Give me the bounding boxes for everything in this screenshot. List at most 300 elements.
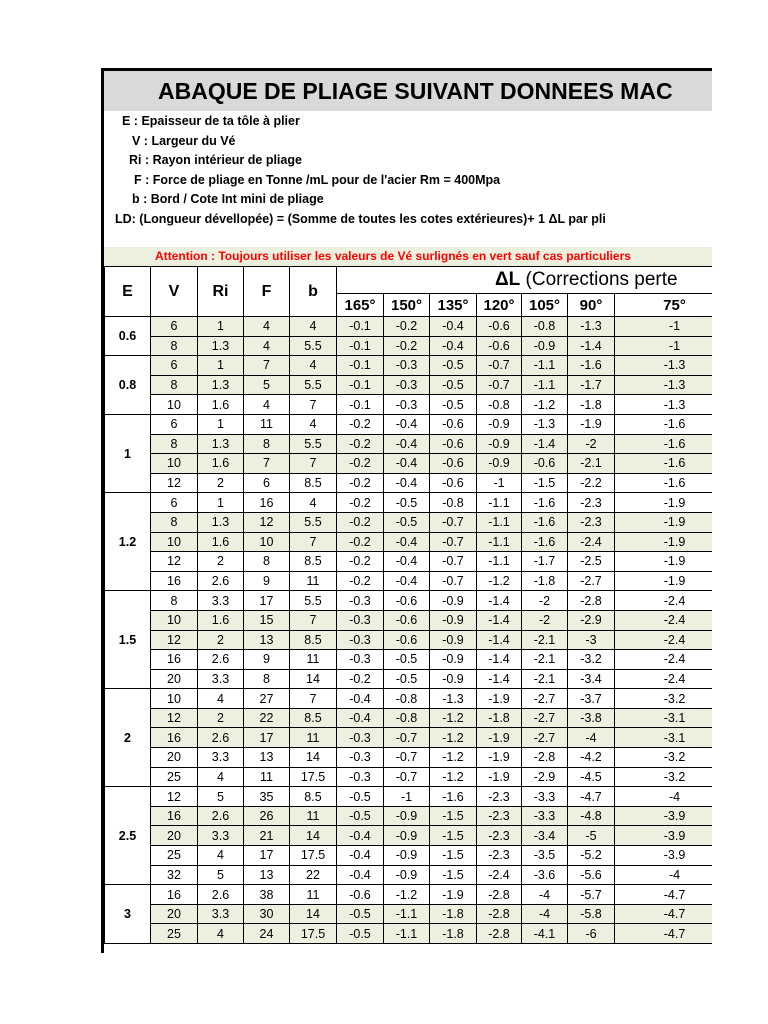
delta-l-cell: -0.9: [430, 669, 477, 689]
bending-table: [104, 266, 712, 944]
delta-l-cell: -0.5: [430, 395, 477, 415]
delta-l-cell: -1.9: [568, 414, 615, 434]
delta-l-cell: -0.3: [337, 630, 384, 650]
delta-l-cell: -3.9: [615, 806, 713, 826]
f-cell: 9: [244, 650, 290, 670]
v-cell: 8: [151, 512, 198, 532]
f-cell: 4: [244, 395, 290, 415]
ri-cell: 1.3: [198, 434, 244, 454]
table-row: [105, 317, 713, 337]
b-cell: 5.5: [290, 375, 337, 395]
v-cell: 6: [151, 414, 198, 434]
ri-cell: 3.3: [198, 904, 244, 924]
table-row: [105, 473, 713, 493]
table-row: [105, 532, 713, 552]
ri-cell: 2: [198, 552, 244, 572]
v-cell: 25: [151, 924, 198, 944]
delta-l-cell: -0.4: [337, 846, 384, 866]
delta-l-cell: -2: [568, 434, 615, 454]
delta-l-cell: -0.9: [384, 806, 430, 826]
b-cell: 5.5: [290, 336, 337, 356]
delta-l-cell: -3.1: [615, 728, 713, 748]
delta-l-cell: -0.5: [384, 669, 430, 689]
delta-l-cell: -0.5: [337, 787, 384, 807]
delta-l-cell: -1.4: [477, 591, 522, 611]
delta-l-cell: -5: [568, 826, 615, 846]
delta-l-cell: -0.7: [430, 552, 477, 572]
delta-l-cell: -1.9: [477, 748, 522, 768]
delta-l-cell: -1.8: [522, 571, 568, 591]
delta-l-cell: -1.1: [477, 512, 522, 532]
delta-l-cell: -1.6: [568, 356, 615, 376]
delta-l-cell: -0.8: [477, 395, 522, 415]
col-header-ri: Ri: [198, 267, 244, 317]
delta-l-cell: -0.8: [522, 317, 568, 337]
delta-l-cell: -1.5: [430, 865, 477, 885]
delta-l-cell: -1.7: [568, 375, 615, 395]
delta-l-cell: -1.1: [477, 552, 522, 572]
b-cell: 4: [290, 317, 337, 337]
table-row: [105, 454, 713, 474]
delta-l-cell: -3.4: [568, 669, 615, 689]
b-cell: 14: [290, 826, 337, 846]
delta-l-cell: -1.9: [615, 532, 713, 552]
delta-l-cell: -0.2: [384, 317, 430, 337]
delta-l-cell: -2.7: [522, 728, 568, 748]
delta-l-cell: -2.7: [568, 571, 615, 591]
delta-l-cell: -1.4: [477, 669, 522, 689]
delta-l-cell: -0.7: [430, 571, 477, 591]
angle-header: 135°: [430, 294, 477, 317]
b-cell: 17.5: [290, 767, 337, 787]
delta-l-cell: -0.3: [384, 356, 430, 376]
delta-l-cell: -1.4: [568, 336, 615, 356]
delta-l-cell: -0.6: [477, 317, 522, 337]
v-cell: 20: [151, 669, 198, 689]
delta-l-cell: -0.2: [337, 493, 384, 513]
f-cell: 7: [244, 454, 290, 474]
delta-l-cell: -4: [522, 885, 568, 905]
v-cell: 16: [151, 885, 198, 905]
delta-l-cell: -0.7: [477, 356, 522, 376]
delta-l-cell: -1.6: [430, 787, 477, 807]
delta-l-cell: -1.9: [615, 512, 713, 532]
delta-l-cell: -1.9: [477, 728, 522, 748]
delta-l-cell: -0.2: [337, 454, 384, 474]
b-cell: 11: [290, 650, 337, 670]
table-row: [105, 395, 713, 415]
delta-l-cell: -0.5: [384, 650, 430, 670]
table-row: [105, 356, 713, 376]
delta-l-cell: -1.8: [430, 924, 477, 944]
delta-l-cell: -1.1: [477, 532, 522, 552]
ri-cell: 2: [198, 630, 244, 650]
ri-cell: 1: [198, 414, 244, 434]
delta-l-cell: -0.2: [384, 336, 430, 356]
delta-l-cell: -2.4: [477, 865, 522, 885]
delta-l-cell: -1.4: [477, 610, 522, 630]
b-cell: 14: [290, 669, 337, 689]
ri-cell: 3.3: [198, 669, 244, 689]
delta-l-cell: -1.5: [430, 806, 477, 826]
delta-l-cell: -1.6: [615, 434, 713, 454]
legend-b: b : Bord / Cote Int mini de pliage: [132, 192, 324, 206]
delta-l-cell: -4.7: [615, 885, 713, 905]
v-cell: 8: [151, 591, 198, 611]
legend-f: F : Force de pliage en Tonne /mL pour de l'acier Rm = 400Mpa: [134, 173, 501, 187]
delta-l-cell: -2.3: [477, 787, 522, 807]
b-cell: 11: [290, 728, 337, 748]
delta-l-cell: -2: [522, 610, 568, 630]
delta-l-cell: -0.4: [384, 552, 430, 572]
legend-ri: Ri : Rayon intérieur de pliage: [129, 153, 302, 167]
delta-l-cell: -0.4: [384, 414, 430, 434]
v-cell: 6: [151, 356, 198, 376]
delta-l-cell: -0.6: [430, 434, 477, 454]
delta-l-cell: -0.7: [384, 728, 430, 748]
b-cell: 7: [290, 610, 337, 630]
b-cell: 8.5: [290, 708, 337, 728]
v-cell: 16: [151, 806, 198, 826]
table-row: [105, 846, 713, 866]
table-row: [105, 493, 713, 513]
b-cell: 5.5: [290, 591, 337, 611]
v-cell: 10: [151, 454, 198, 474]
v-cell: 10: [151, 689, 198, 709]
table-row: [105, 336, 713, 356]
delta-l-cell: -3.4: [522, 826, 568, 846]
delta-l-cell: -2.5: [568, 552, 615, 572]
ri-cell: 4: [198, 689, 244, 709]
delta-l-cell: -4.2: [568, 748, 615, 768]
delta-l-cell: -0.4: [337, 708, 384, 728]
delta-l-cell: -2.2: [568, 473, 615, 493]
delta-l-cell: -1.3: [568, 317, 615, 337]
delta-l-cell: -0.2: [337, 414, 384, 434]
delta-l-cell: -2.4: [615, 610, 713, 630]
ri-cell: 2.6: [198, 650, 244, 670]
f-cell: 17: [244, 591, 290, 611]
angle-header: 90°: [568, 294, 615, 317]
v-cell: 32: [151, 865, 198, 885]
table-row: [105, 904, 713, 924]
delta-l-cell: -1.1: [522, 375, 568, 395]
v-cell: 8: [151, 375, 198, 395]
delta-l-cell: -2.8: [477, 885, 522, 905]
delta-l-cell: -1.1: [384, 904, 430, 924]
delta-l-cell: -0.9: [430, 630, 477, 650]
ri-cell: 5: [198, 787, 244, 807]
delta-l-cell: -5.8: [568, 904, 615, 924]
delta-l-cell: -0.8: [384, 708, 430, 728]
delta-l-cell: -1.2: [522, 395, 568, 415]
delta-l-cell: -0.5: [384, 512, 430, 532]
delta-l-cell: -2.4: [615, 630, 713, 650]
b-cell: 8.5: [290, 630, 337, 650]
v-cell: 10: [151, 395, 198, 415]
col-header-f: F: [244, 267, 290, 317]
table-row: [105, 375, 713, 395]
v-cell: 8: [151, 434, 198, 454]
b-cell: 4: [290, 356, 337, 376]
v-cell: 6: [151, 493, 198, 513]
delta-l-cell: -0.3: [337, 610, 384, 630]
delta-l-cell: -0.8: [430, 493, 477, 513]
delta-l-cell: -2: [522, 591, 568, 611]
ri-cell: 2: [198, 708, 244, 728]
delta-l-cell: -1.9: [615, 552, 713, 572]
delta-l-cell: -1.1: [384, 924, 430, 944]
delta-l-cell: -1.8: [568, 395, 615, 415]
delta-l-cell: -0.1: [337, 395, 384, 415]
delta-l-cell: -0.2: [337, 532, 384, 552]
v-cell: 6: [151, 317, 198, 337]
delta-l-cell: -0.8: [384, 689, 430, 709]
ri-cell: 3.3: [198, 826, 244, 846]
table-row: [105, 767, 713, 787]
delta-l-cell: -3.5: [522, 846, 568, 866]
thickness-cell: 0.8: [105, 356, 151, 415]
delta-l-cell: -2.8: [522, 748, 568, 768]
legend-ld: LD: (Longueur dévellopée) = (Somme de toutes les cotes extérieures)+ 1 ΔL par pli: [115, 212, 606, 226]
ri-cell: 3.3: [198, 748, 244, 768]
delta-l-cell: -3.7: [568, 689, 615, 709]
f-cell: 21: [244, 826, 290, 846]
delta-l-cell: -1.6: [615, 473, 713, 493]
v-cell: 16: [151, 728, 198, 748]
delta-l-cell: -0.4: [430, 317, 477, 337]
thickness-cell: 2: [105, 689, 151, 787]
delta-l-cell: -5.2: [568, 846, 615, 866]
delta-l-cell: -0.6: [384, 591, 430, 611]
table-row: [105, 826, 713, 846]
delta-l-cell: -4: [568, 728, 615, 748]
delta-l-cell: -1.2: [430, 767, 477, 787]
delta-l-cell: -1.6: [522, 493, 568, 513]
delta-l-cell: -3.6: [522, 865, 568, 885]
b-cell: 11: [290, 806, 337, 826]
delta-l-cell: -1.9: [615, 493, 713, 513]
delta-l-cell: -5.7: [568, 885, 615, 905]
thickness-cell: 1.2: [105, 493, 151, 591]
delta-l-text: (Corrections perte: [520, 269, 678, 290]
delta-l-symbol: ΔL: [495, 269, 521, 290]
f-cell: 13: [244, 630, 290, 650]
delta-l-cell: -1.2: [430, 748, 477, 768]
v-cell: 16: [151, 571, 198, 591]
delta-l-cell: -0.9: [384, 826, 430, 846]
delta-l-cell: -5.6: [568, 865, 615, 885]
thickness-cell: 0.6: [105, 317, 151, 356]
delta-l-cell: -4.7: [615, 904, 713, 924]
delta-l-cell: -0.9: [384, 865, 430, 885]
delta-l-cell: -0.6: [337, 885, 384, 905]
delta-l-cell: -2.8: [477, 924, 522, 944]
delta-l-cell: -3.2: [615, 748, 713, 768]
delta-l-cell: -1: [615, 317, 713, 337]
ri-cell: 4: [198, 767, 244, 787]
v-cell: 12: [151, 630, 198, 650]
delta-l-cell: -1.9: [615, 571, 713, 591]
delta-l-cell: -0.6: [522, 454, 568, 474]
delta-l-cell: -2.1: [522, 669, 568, 689]
f-cell: 22: [244, 708, 290, 728]
ri-cell: 1.6: [198, 532, 244, 552]
table-row: [105, 669, 713, 689]
delta-l-cell: -0.7: [384, 767, 430, 787]
delta-l-cell: -1: [615, 336, 713, 356]
v-cell: 16: [151, 650, 198, 670]
table-row: [105, 728, 713, 748]
b-cell: 7: [290, 454, 337, 474]
delta-l-cell: -0.2: [337, 669, 384, 689]
delta-l-cell: -0.7: [477, 375, 522, 395]
delta-l-cell: -0.4: [384, 473, 430, 493]
delta-l-cell: -2.4: [615, 669, 713, 689]
delta-l-cell: -0.3: [337, 728, 384, 748]
delta-l-cell: -1.1: [477, 493, 522, 513]
b-cell: 17.5: [290, 846, 337, 866]
delta-l-cell: -0.4: [384, 532, 430, 552]
ri-cell: 1.3: [198, 336, 244, 356]
delta-l-cell: -0.5: [430, 356, 477, 376]
table-row: [105, 434, 713, 454]
delta-l-cell: -1.9: [430, 885, 477, 905]
thickness-cell: 1: [105, 414, 151, 492]
f-cell: 15: [244, 610, 290, 630]
f-cell: 9: [244, 571, 290, 591]
ri-cell: 1.3: [198, 375, 244, 395]
delta-l-cell: -2.9: [522, 767, 568, 787]
delta-l-cell: -1: [384, 787, 430, 807]
delta-l-cell: -0.3: [384, 375, 430, 395]
ri-cell: 2.6: [198, 806, 244, 826]
f-cell: 26: [244, 806, 290, 826]
delta-l-cell: -0.4: [337, 865, 384, 885]
v-cell: 20: [151, 748, 198, 768]
delta-l-cell: -0.6: [477, 336, 522, 356]
f-cell: 16: [244, 493, 290, 513]
ri-cell: 4: [198, 924, 244, 944]
page-title: ABAQUE DE PLIAGE SUIVANT DONNEES MAC: [104, 71, 712, 111]
delta-l-cell: -1.6: [522, 532, 568, 552]
delta-l-cell: -2.4: [615, 591, 713, 611]
delta-l-cell: -0.1: [337, 356, 384, 376]
f-cell: 4: [244, 317, 290, 337]
f-cell: 8: [244, 669, 290, 689]
table-row: [105, 865, 713, 885]
table-row: [105, 610, 713, 630]
delta-l-cell: -2.4: [615, 650, 713, 670]
delta-l-header: [337, 267, 713, 294]
table-row: [105, 630, 713, 650]
b-cell: 11: [290, 571, 337, 591]
delta-l-cell: -1.2: [384, 885, 430, 905]
delta-l-cell: -2.8: [477, 904, 522, 924]
v-cell: 12: [151, 473, 198, 493]
table-row: [105, 708, 713, 728]
delta-l-cell: -1.2: [430, 728, 477, 748]
delta-l-cell: -3.9: [615, 846, 713, 866]
table-row: [105, 787, 713, 807]
delta-l-cell: -2.1: [568, 454, 615, 474]
delta-l-cell: -0.9: [430, 591, 477, 611]
f-cell: 13: [244, 748, 290, 768]
delta-l-cell: -1.7: [522, 552, 568, 572]
delta-l-cell: -0.6: [430, 414, 477, 434]
ri-cell: 5: [198, 865, 244, 885]
f-cell: 35: [244, 787, 290, 807]
v-cell: 25: [151, 846, 198, 866]
b-cell: 8.5: [290, 787, 337, 807]
ri-cell: 1: [198, 493, 244, 513]
v-cell: 20: [151, 826, 198, 846]
f-cell: 13: [244, 865, 290, 885]
delta-l-cell: -0.1: [337, 375, 384, 395]
v-cell: 12: [151, 787, 198, 807]
ri-cell: 2.6: [198, 571, 244, 591]
ri-cell: 1.6: [198, 454, 244, 474]
delta-l-cell: -2.3: [477, 806, 522, 826]
delta-l-cell: -0.3: [337, 650, 384, 670]
delta-l-cell: -0.6: [384, 610, 430, 630]
table-row: [105, 591, 713, 611]
delta-l-cell: -1.4: [522, 434, 568, 454]
delta-l-cell: -3.2: [615, 689, 713, 709]
f-cell: 4: [244, 336, 290, 356]
f-cell: 17: [244, 846, 290, 866]
attention-banner: Attention : Toujours utiliser les valeurs de Vé surlignés en vert sauf cas particuliers: [104, 247, 712, 266]
b-cell: 11: [290, 885, 337, 905]
delta-l-cell: -4.1: [522, 924, 568, 944]
delta-l-cell: -0.5: [384, 493, 430, 513]
delta-l-cell: -3.3: [522, 806, 568, 826]
table-row: [105, 414, 713, 434]
delta-l-cell: -0.2: [337, 434, 384, 454]
v-cell: 8: [151, 336, 198, 356]
ri-cell: 1: [198, 317, 244, 337]
f-cell: 27: [244, 689, 290, 709]
delta-l-cell: -4.5: [568, 767, 615, 787]
ri-cell: 3.3: [198, 591, 244, 611]
table-row: [105, 689, 713, 709]
f-cell: 17: [244, 728, 290, 748]
v-cell: 10: [151, 610, 198, 630]
delta-l-cell: -2.3: [568, 512, 615, 532]
delta-l-cell: -2.1: [522, 650, 568, 670]
ri-cell: 2: [198, 473, 244, 493]
col-header-b: b: [290, 267, 337, 317]
f-cell: 7: [244, 356, 290, 376]
delta-l-cell: -3.1: [615, 708, 713, 728]
delta-l-cell: -0.9: [430, 610, 477, 630]
delta-l-cell: -2.7: [522, 708, 568, 728]
delta-l-cell: -4: [522, 904, 568, 924]
delta-l-cell: -1.3: [522, 414, 568, 434]
delta-l-cell: -0.4: [337, 826, 384, 846]
delta-l-cell: -1.4: [477, 650, 522, 670]
delta-l-cell: -1.5: [522, 473, 568, 493]
delta-l-cell: -0.1: [337, 317, 384, 337]
delta-l-cell: -0.6: [430, 473, 477, 493]
table-row: [105, 650, 713, 670]
b-cell: 7: [290, 689, 337, 709]
v-cell: 25: [151, 767, 198, 787]
abaque-sheet: [101, 68, 712, 953]
delta-l-cell: -0.9: [477, 454, 522, 474]
delta-l-cell: -3.2: [568, 650, 615, 670]
f-cell: 8: [244, 434, 290, 454]
